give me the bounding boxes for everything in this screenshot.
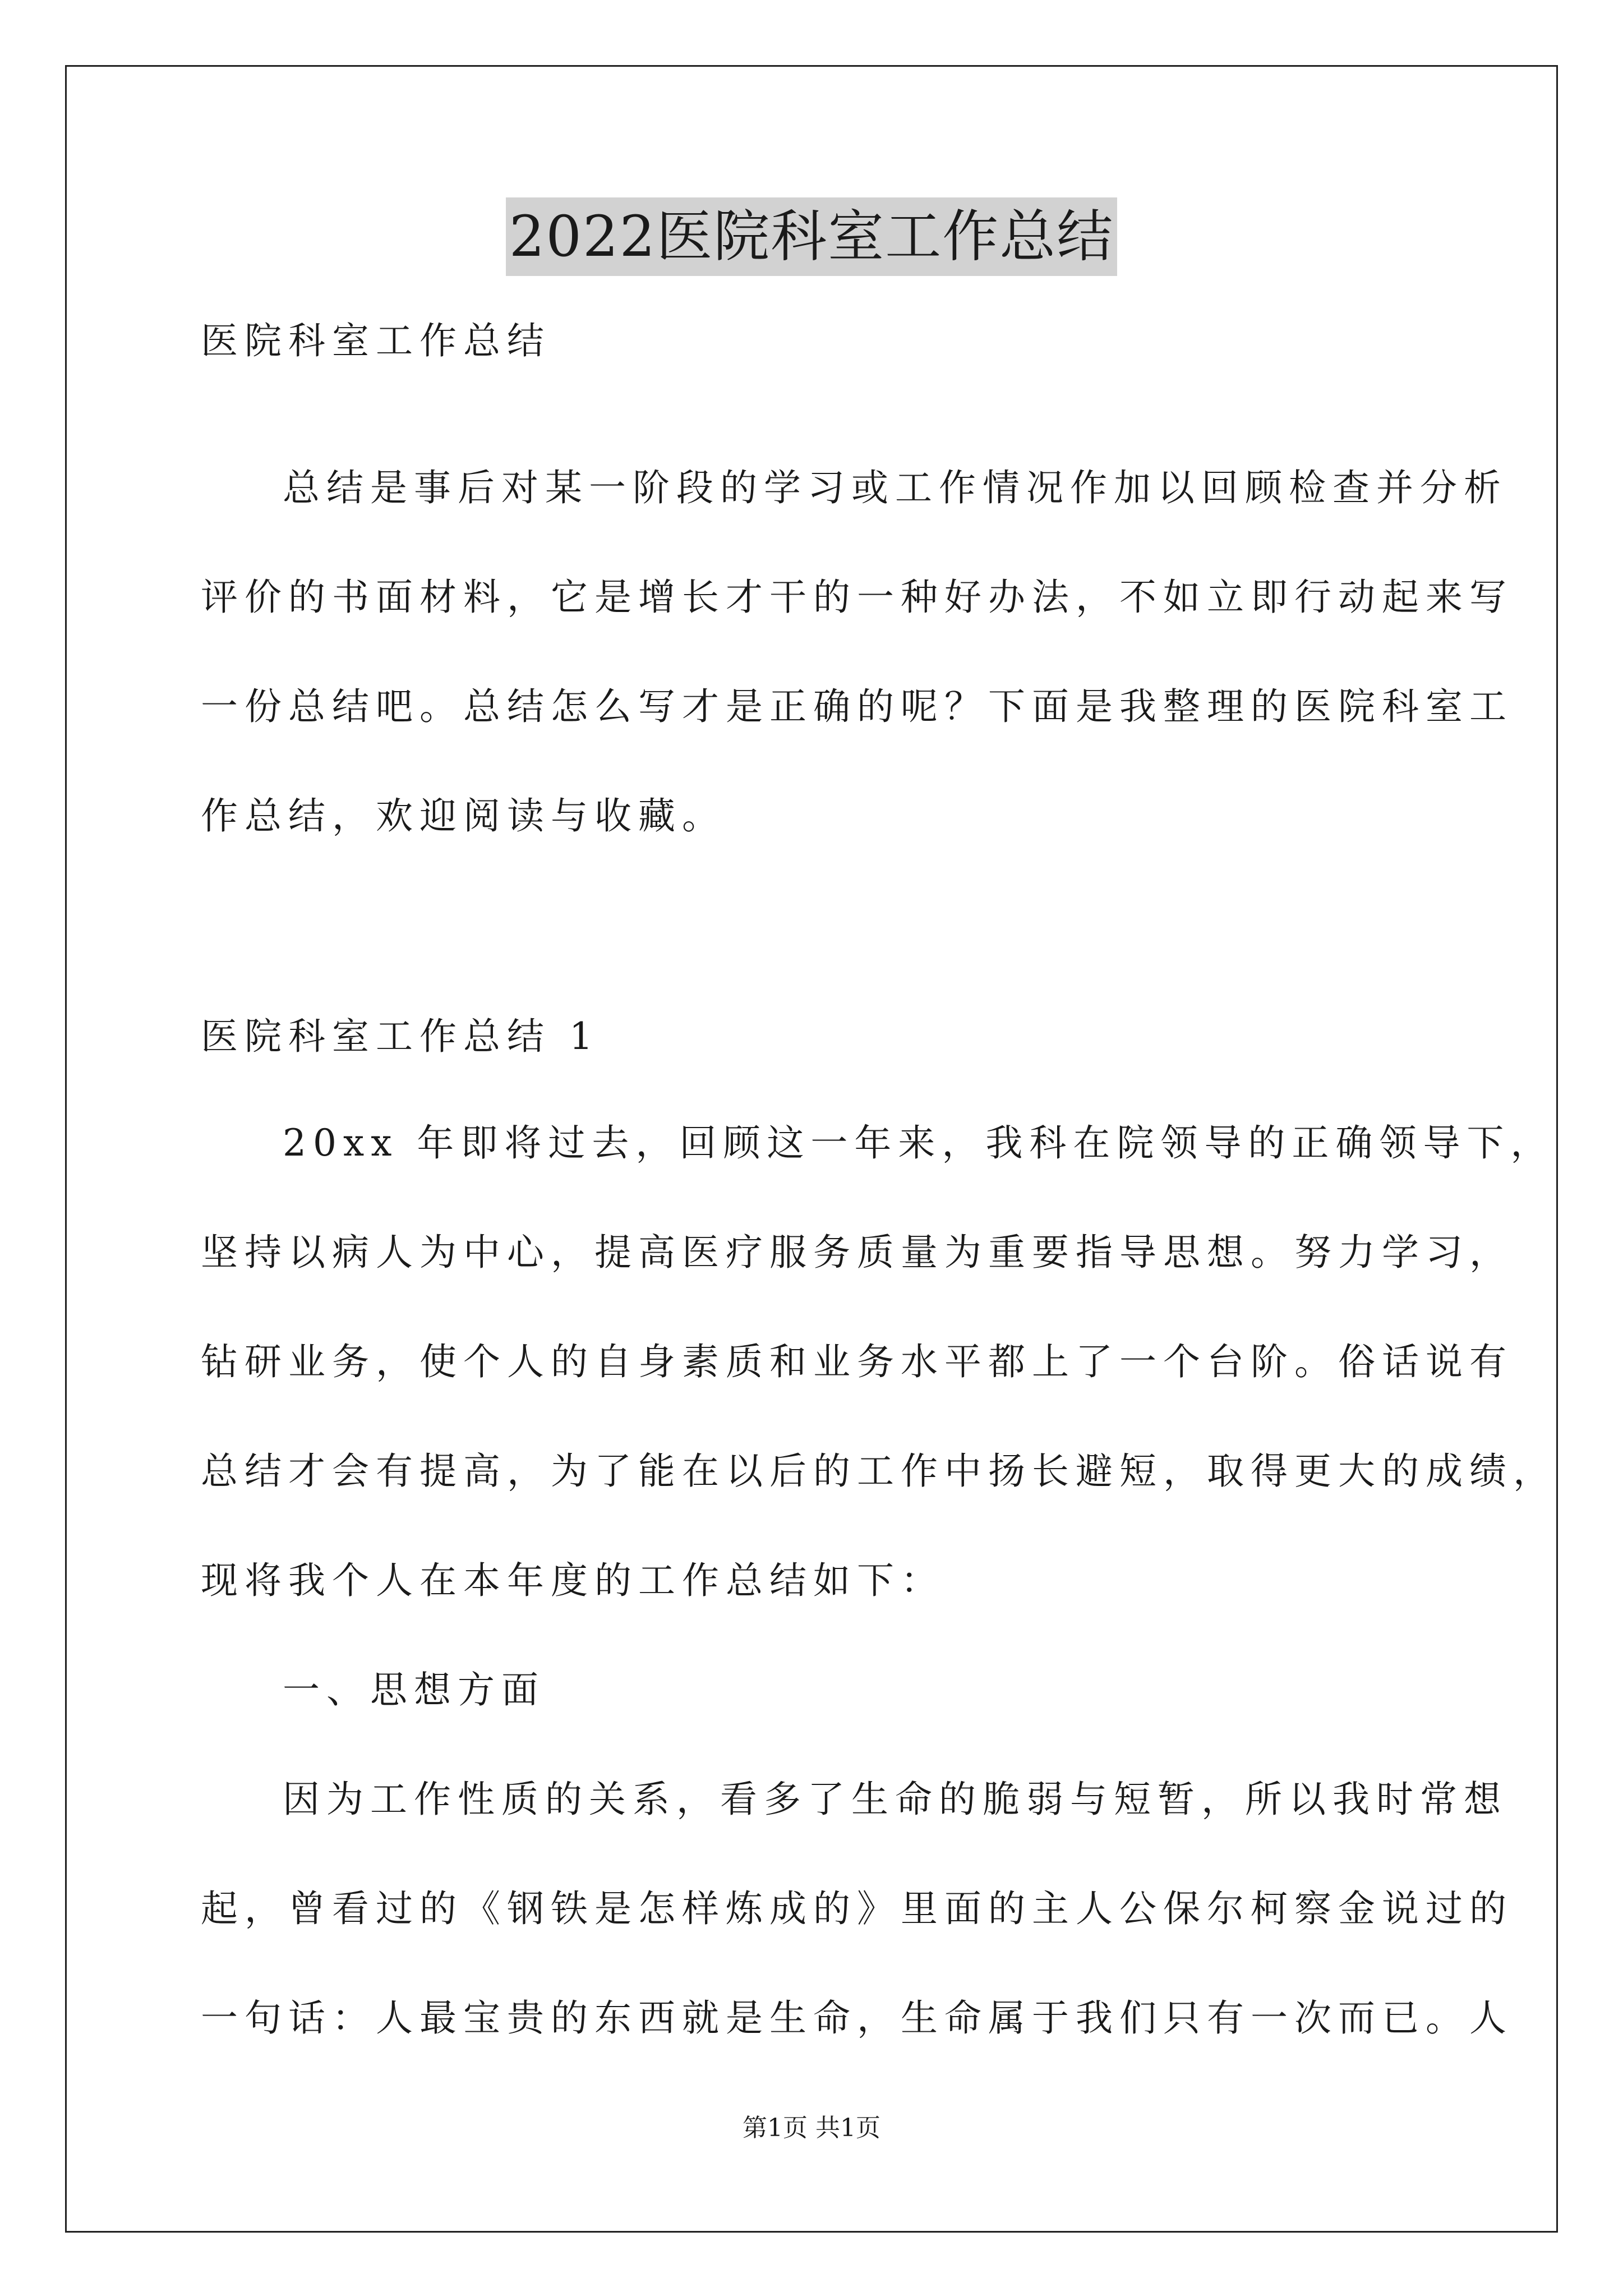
paragraph-line: 坚持以病人为中心，提高医疗服务质量为重要指导思想。努力学习， <box>201 1231 1513 1274</box>
intro-line: 总结是事后对某一阶段的学习或工作情况作加以回顾检查并分析 <box>283 466 1507 509</box>
paragraph-line: 20xx 年即将过去，回顾这一年来，我科在院领导的正确领导下， <box>283 1121 1555 1165</box>
paragraph-line: 一句话：人最宝贵的东西就是生命，生命属于我们只有一次而已。人 <box>201 1996 1513 2040</box>
page-number: 第1页 共1页 <box>743 2114 880 2142</box>
paragraph-line: 因为工作性质的关系，看多了生命的脆弱与短暂，所以我时常想 <box>283 1778 1507 1821</box>
intro-line: 作总结，欢迎阅读与收藏。 <box>201 794 726 838</box>
paragraph-line: 起，曾看过的《钢铁是怎样炼成的》里面的主人公保尔柯察金说过的 <box>201 1887 1513 1930</box>
document-title-wrap <box>0 197 1623 276</box>
subheading: 一、思想方面 <box>283 1668 545 1711</box>
subtitle: 医院科室工作总结 <box>201 319 551 362</box>
document-title: 2022医院科室工作总结 <box>506 197 1118 276</box>
paragraph-line: 现将我个人在本年度的工作总结如下： <box>201 1559 944 1602</box>
section-heading: 医院科室工作总结 1 <box>201 1015 600 1058</box>
paragraph-line: 钻研业务，使个人的自身素质和业务水平都上了一个台阶。俗话说有 <box>201 1340 1513 1383</box>
intro-line: 评价的书面材料，它是增长才干的一种好办法，不如立即行动起来写 <box>201 576 1513 619</box>
paragraph-line: 总结才会有提高，为了能在以后的工作中扬长避短，取得更大的成绩， <box>201 1450 1557 1493</box>
intro-line: 一份总结吧。总结怎么写才是正确的呢？下面是我整理的医院科室工 <box>201 685 1513 728</box>
